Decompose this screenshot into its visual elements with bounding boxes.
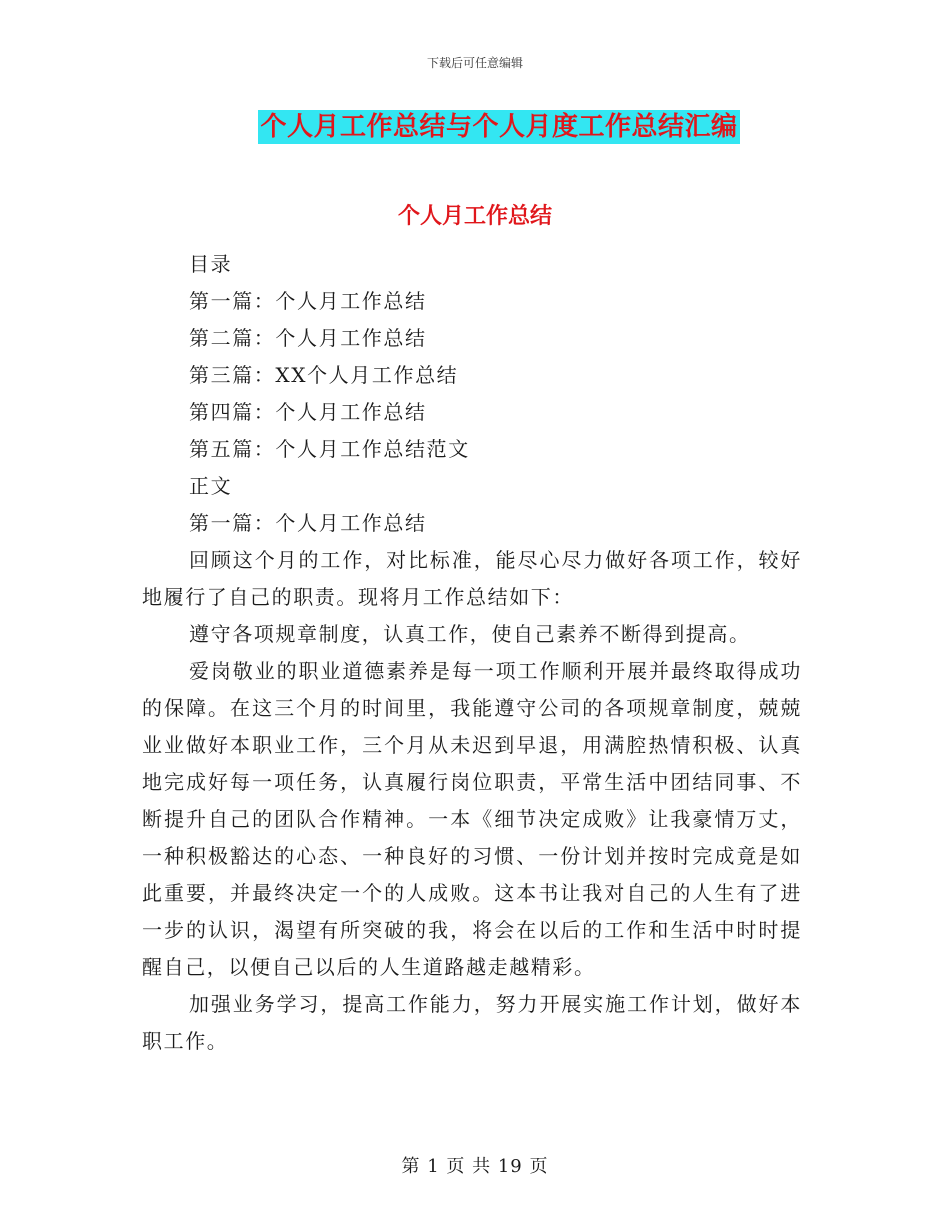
toc-heading: 目录: [189, 252, 233, 276]
toc-item: 第一篇：个人月工作总结: [189, 289, 427, 313]
paragraph: 回顾这个月的工作，对比标准，能尽心尽力做好各项工作，较好地履行了自己的职责。现将月工作总结如下：: [142, 548, 802, 609]
toc-item: 第三篇：XX个人月工作总结: [189, 363, 459, 387]
paragraph: 加强业务学习，提高工作能力，努力开展实施工作计划，做好本职工作。: [142, 992, 802, 1053]
paragraph: 遵守各项规章制度，认真工作，使自己素养不断得到提高。: [189, 622, 751, 646]
header-note: 下载后可任意编辑: [426, 56, 523, 70]
body-heading: 正文: [189, 474, 233, 498]
page-footer: 第 1 页 共 19 页: [401, 1156, 549, 1177]
main-title: 个人月工作总结与个人月度工作总结汇编: [260, 112, 738, 142]
toc-item: 第五篇：个人月工作总结范文: [189, 437, 470, 461]
main-title-container: [0, 110, 950, 144]
chapter-heading: 第一篇：个人月工作总结: [189, 511, 427, 535]
toc-item: 第二篇：个人月工作总结: [189, 326, 427, 350]
document-body: [142, 246, 802, 1060]
toc-item: 第四篇：个人月工作总结: [189, 400, 427, 424]
paragraph: 爱岗敬业的职业道德素养是每一项工作顺利开展并最终取得成功的保障。在这三个月的时间里，我能遵守公司的各项规章制度，兢兢业业做好本职业工作，三个月从未迟到早退，用满腔热情积极、认真地完成好每一项任务，认真履行岗位职责，平常生活中团结同事、不断提升自己的团队合作精神。一本《细节决定成败》让我豪情万丈，一种积极豁达的心态、一种良好的习惯、一份计划并按时完成竟是如此重要，并最终决定一个的人成败。这本书让我对自己的人生有了进一步的认识，渴望有所突破的我，将会在以后的工作和生活中时时提醒自己，以便自己以后的人生道路越走越精彩。: [142, 659, 802, 979]
sub-title: 个人月工作总结: [397, 203, 552, 229]
